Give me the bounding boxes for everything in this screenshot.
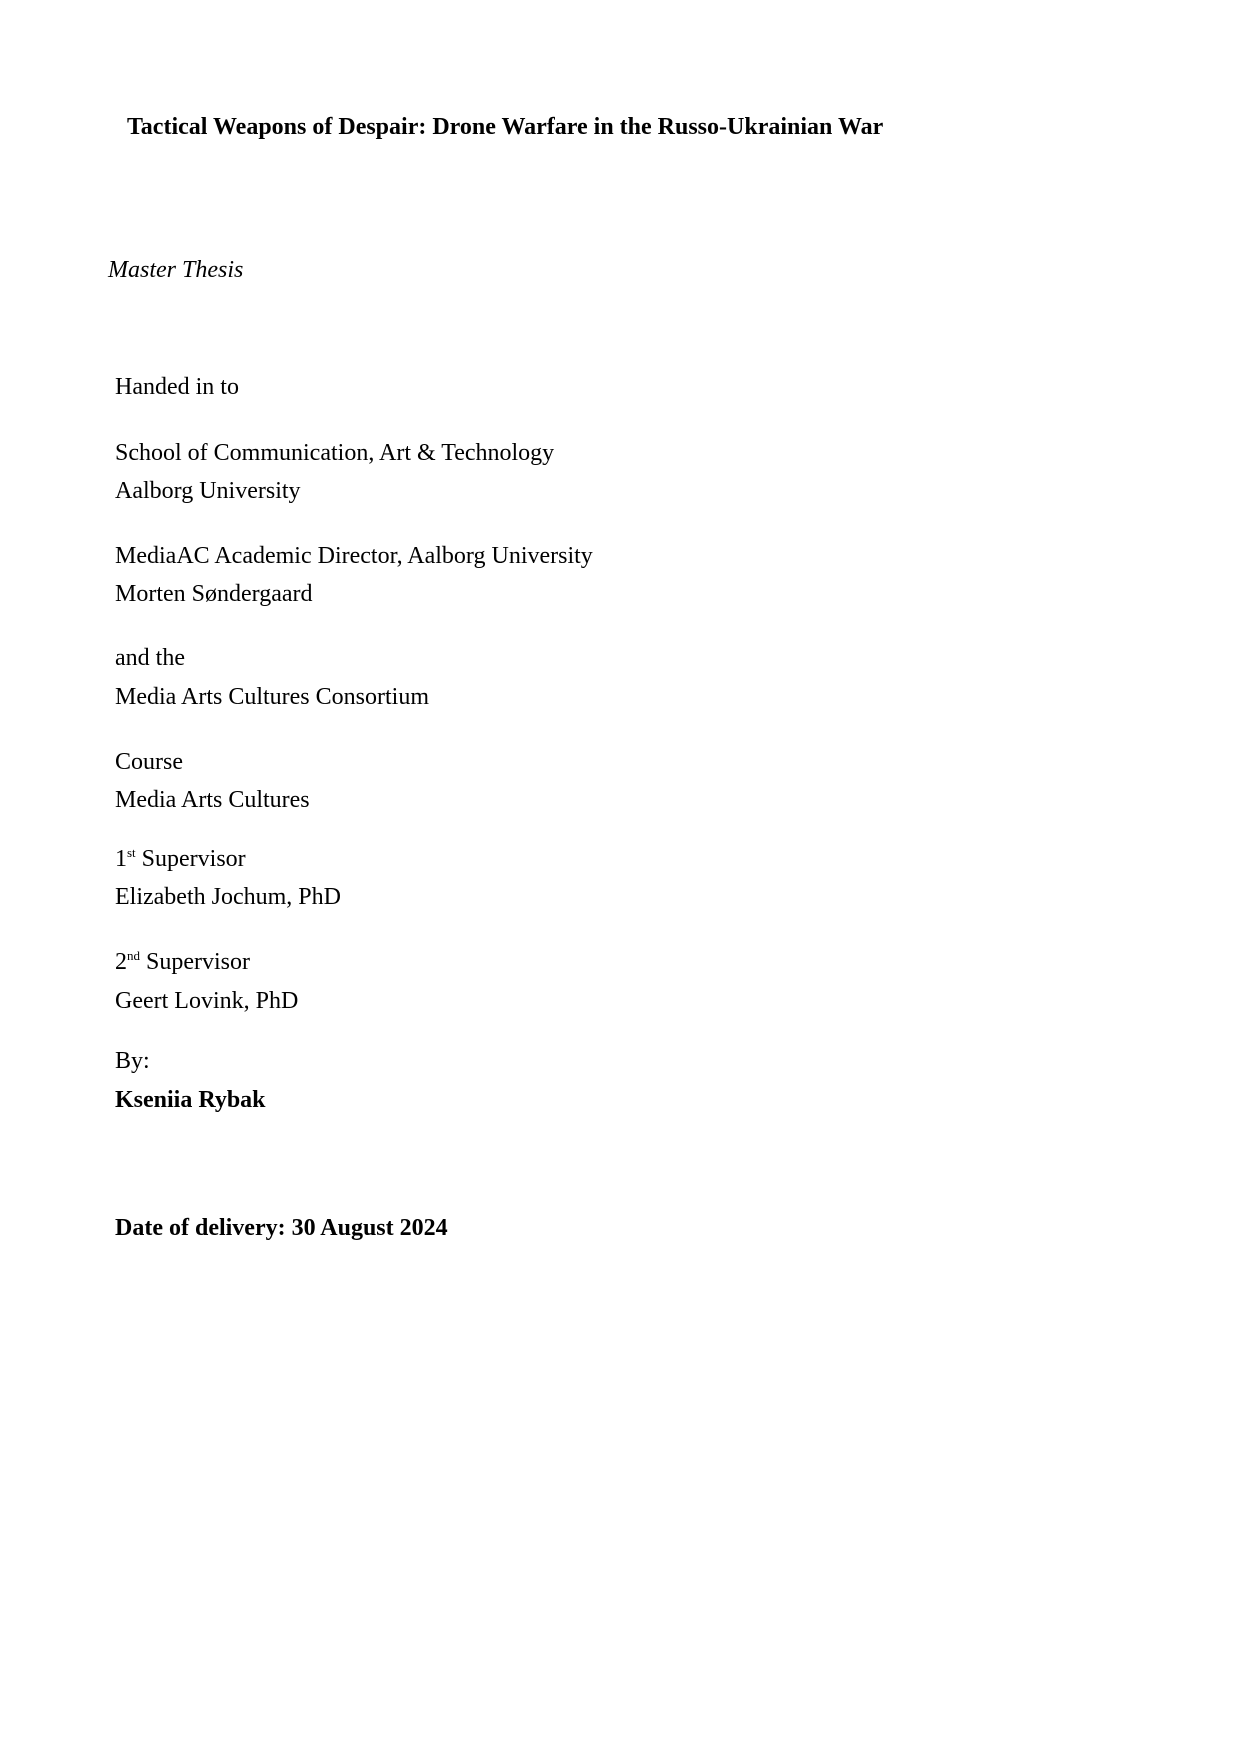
- supervisor2-ordinal-suffix: nd: [127, 948, 140, 963]
- school-name: School of Communication, Art & Technology: [115, 440, 555, 466]
- university-name: Aalborg University: [115, 478, 301, 504]
- supervisor2-ordinal: 2: [115, 949, 127, 975]
- supervisor1-label-text: Supervisor: [135, 846, 246, 872]
- author-name: Kseniia Rybak: [115, 1087, 266, 1113]
- consortium-name: Media Arts Cultures Consortium: [115, 684, 429, 710]
- by-label: By:: [115, 1048, 150, 1074]
- director-name: Morten Søndergaard: [115, 581, 313, 607]
- handed-in-label: Handed in to: [115, 374, 239, 400]
- supervisor1-name: Elizabeth Jochum, PhD: [115, 884, 341, 910]
- course-label: Course: [115, 749, 183, 775]
- supervisor1-ordinal: 1: [115, 846, 127, 872]
- course-name: Media Arts Cultures: [115, 787, 310, 813]
- supervisor1-label: [115, 844, 246, 874]
- thesis-title: Tactical Weapons of Despair: Drone Warfare in the Russo-Ukrainian War: [127, 114, 884, 140]
- supervisor1-ordinal-suffix: st: [127, 845, 136, 860]
- document-type: Master Thesis: [108, 257, 244, 283]
- delivery-date: Date of delivery: 30 August 2024: [115, 1215, 448, 1241]
- and-the-label: and the: [115, 645, 185, 671]
- supervisor2-label-text: Supervisor: [140, 949, 250, 975]
- supervisor2-name: Geert Lovink, PhD: [115, 988, 299, 1014]
- director-role: MediaAC Academic Director, Aalborg University: [115, 543, 593, 569]
- supervisor2-label: [115, 947, 250, 977]
